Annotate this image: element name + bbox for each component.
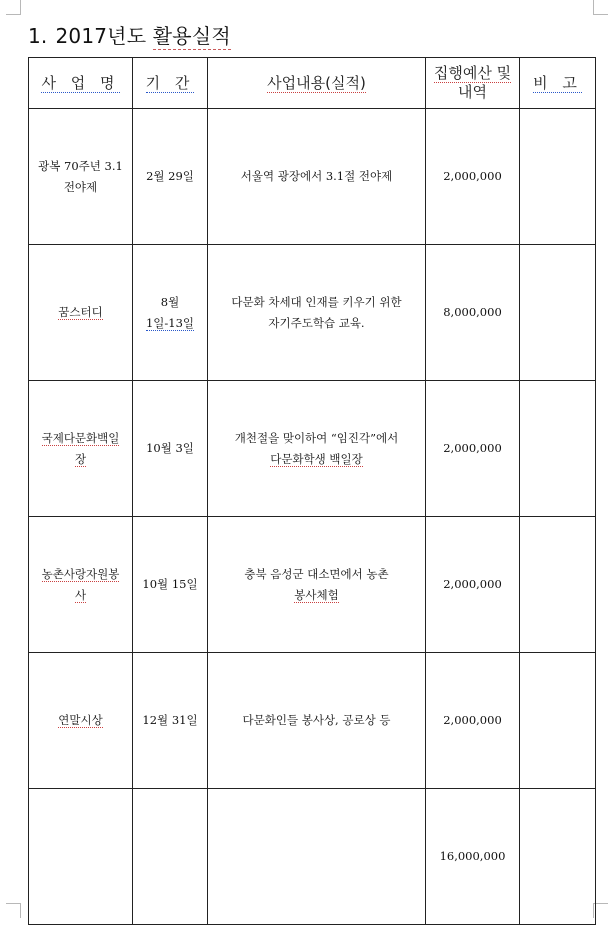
cell-period: 2월 29일 <box>133 109 208 245</box>
cell-content: 다문화인들 봉사상, 공로상 등 <box>208 653 426 789</box>
crop-mark-bottom-left <box>6 903 21 918</box>
table-header-row <box>29 58 596 109</box>
table-row <box>29 245 596 381</box>
cell-remarks <box>520 653 596 789</box>
cell-total-period <box>133 789 208 925</box>
header-project-name: 사 업 명 <box>29 58 133 109</box>
table-row <box>29 517 596 653</box>
cell-period: 8월 1일-13일 <box>133 245 208 381</box>
section-number: 1. <box>28 24 48 48</box>
cell-project-name: 꿈스터디 <box>29 245 133 381</box>
cell-total-budget: 16,000,000 <box>426 789 520 925</box>
cell-remarks <box>520 245 596 381</box>
cell-remarks <box>520 517 596 653</box>
cell-total-name <box>29 789 133 925</box>
header-period: 기 간 <box>133 58 208 109</box>
cell-total-remarks <box>520 789 596 925</box>
cell-project-name: 국제다문화백일 장 <box>29 381 133 517</box>
header-content: 사업내용(실적) <box>208 58 426 109</box>
table-row <box>29 381 596 517</box>
crop-mark-top-right <box>593 0 608 15</box>
cell-budget: 2,000,000 <box>426 517 520 653</box>
cell-period: 10월 3일 <box>133 381 208 517</box>
cell-budget: 8,000,000 <box>426 245 520 381</box>
header-budget: 집행예산 및 내역 <box>426 58 520 109</box>
cell-period: 10월 15일 <box>133 517 208 653</box>
cell-content: 다문화 차세대 인재를 키우기 위한 자기주도학습 교육. <box>208 245 426 381</box>
section-heading <box>28 20 231 49</box>
cell-project-name: 광복 70주년 3.1 전야제 <box>29 109 133 245</box>
cell-content: 충북 음성군 대소면에서 농촌 봉사체험 <box>208 517 426 653</box>
cell-period: 12월 31일 <box>133 653 208 789</box>
cell-total-content <box>208 789 426 925</box>
cell-content: 개천절을 맞이하여 “임진각”에서 다문화학생 백일장 <box>208 381 426 517</box>
header-remarks: 비 고 <box>520 58 596 109</box>
table-row <box>29 653 596 789</box>
cell-budget: 2,000,000 <box>426 653 520 789</box>
section-title-year: 2017년도 <box>55 24 153 48</box>
cell-remarks <box>520 381 596 517</box>
performance-table <box>28 57 596 925</box>
cell-content: 서울역 광장에서 3.1절 전야제 <box>208 109 426 245</box>
cell-budget: 2,000,000 <box>426 109 520 245</box>
table-total-row <box>29 789 596 925</box>
table-row <box>29 109 596 245</box>
cell-project-name: 농촌사랑자원봉 사 <box>29 517 133 653</box>
cell-remarks <box>520 109 596 245</box>
crop-mark-top-left <box>6 0 21 15</box>
cell-budget: 2,000,000 <box>426 381 520 517</box>
section-title-accent: 활용실적 <box>152 24 231 48</box>
cell-project-name: 연말시상 <box>29 653 133 789</box>
